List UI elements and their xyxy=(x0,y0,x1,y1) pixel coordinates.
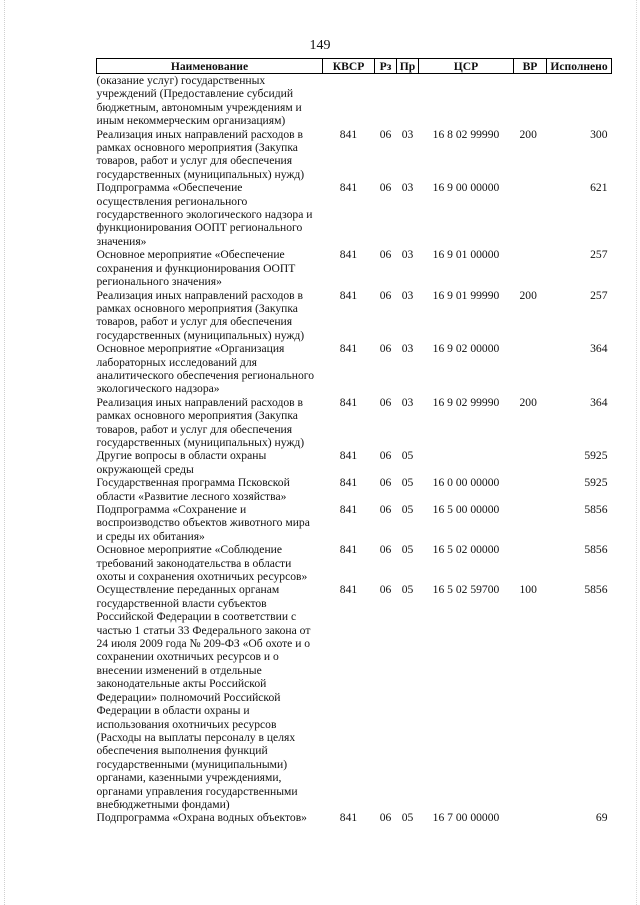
row-done: 5856 xyxy=(584,543,608,557)
scan-edge xyxy=(636,0,637,905)
row-vr xyxy=(514,181,547,248)
row-kvsr: 841 xyxy=(339,248,358,262)
row-kvsr: 841 xyxy=(339,811,358,825)
row-rz: 06 xyxy=(379,583,392,597)
row-name: Подпрограмма «Обеспечение осуществления регионального государственного экологического надзора и функционирования ООПТ регионального значения» xyxy=(96,181,313,248)
row-csr xyxy=(419,449,514,476)
row-rz: 06 xyxy=(379,476,392,490)
row-vr: 200 xyxy=(519,395,537,409)
row-csr: 16 5 02 00000 xyxy=(432,543,500,557)
row-rz: 06 xyxy=(379,503,392,516)
header-rz: Рз xyxy=(375,59,397,74)
row-csr: 16 9 01 00000 xyxy=(432,248,500,262)
row-pr xyxy=(397,74,419,128)
row-vr: 100 xyxy=(519,583,537,597)
table-row xyxy=(97,503,612,543)
row-done: 5925 xyxy=(584,449,608,463)
row-csr: 16 9 01 99990 xyxy=(432,288,500,302)
table-row xyxy=(97,811,612,824)
row-name: Основное мероприятие «Организация лабораторных исследований для аналитического обеспечения регионального экологического надзора» xyxy=(96,342,315,396)
row-rz: 06 xyxy=(379,127,392,141)
row-pr: 05 xyxy=(401,476,414,490)
table-row xyxy=(97,543,612,583)
row-rz: 06 xyxy=(379,342,392,356)
table-row xyxy=(97,583,612,811)
row-pr: 05 xyxy=(401,449,414,463)
row-rz: 06 xyxy=(379,395,392,409)
row-name: Другие вопросы в области охраны окружающей среды xyxy=(96,449,267,476)
row-rz: 06 xyxy=(379,288,392,302)
row-kvsr: 841 xyxy=(339,342,358,356)
row-done: 257 xyxy=(590,248,608,262)
row-kvsr: 841 xyxy=(339,395,358,409)
row-vr xyxy=(514,503,547,543)
row-kvsr: 841 xyxy=(339,476,358,490)
table-row xyxy=(97,342,612,396)
row-pr: 03 xyxy=(401,127,414,141)
row-csr: 16 5 02 59700 xyxy=(432,583,500,597)
table-row xyxy=(97,289,612,343)
table-row xyxy=(97,248,612,288)
table-row xyxy=(97,449,612,476)
row-pr: 03 xyxy=(401,342,414,356)
row-csr: 16 7 00 00000 xyxy=(432,811,500,825)
row-done: 5856 xyxy=(584,583,608,597)
row-rz: 06 xyxy=(379,181,392,195)
table-header-row xyxy=(97,59,612,74)
row-rz: 06 xyxy=(379,811,392,825)
row-pr: 03 xyxy=(401,395,414,409)
table-row xyxy=(97,74,612,128)
row-pr: 03 xyxy=(401,248,414,262)
row-csr: 16 9 02 99990 xyxy=(432,395,500,409)
row-name: Основное мероприятие «Обеспечение сохранения и функционирования ООПТ регионального значения» xyxy=(96,248,296,289)
row-name: Осуществление переданных органам государственной власти субъектов Российской Федерации в соответствии с частью 1 статьи 33 Федерального закона от 24 июля 2009 года № 209-ФЗ «Об охоте и о сохранении охотничьих ресурсов и о внесении изменений в отдельные законодательные акты Российской Федерации» полномочий Российской Федерации в области охраны и использования охотничьих ресурсов (Расходы на выплаты персоналу в целях обеспечения выполнения функций государственными (муниципальными) органами, казенными учреждениями, органами управления государственными внебюджетными фондами) xyxy=(96,583,311,811)
row-done: 364 xyxy=(590,395,608,409)
row-name: Реализация иных направлений расходов в рамках основного мероприятия (Закупка товаров, работ и услуг для обеспечения государственных (муниципальных) нужд) xyxy=(96,127,305,181)
row-name: Основное мероприятие «Соблюдение требований законодательства в области охоты и сохранения охотничьих ресурсов» xyxy=(96,543,308,584)
row-done: 300 xyxy=(590,127,608,141)
row-done: 5925 xyxy=(584,476,608,490)
header-csr: ЦСР xyxy=(419,59,514,74)
table-row xyxy=(97,128,612,182)
row-csr xyxy=(419,74,514,128)
row-done: 364 xyxy=(590,342,608,356)
row-kvsr: 841 xyxy=(339,449,358,463)
row-rz: 06 xyxy=(379,543,392,557)
row-done xyxy=(547,74,612,128)
row-name: Подпрограмма «Сохранение и воспроизводство объектов животного мира и среды их обитания» xyxy=(96,503,310,543)
row-pr: 05 xyxy=(401,543,414,557)
row-name: Подпрограмма «Охрана водных объектов» xyxy=(96,811,307,825)
header-pr: Пр xyxy=(397,59,419,74)
row-done: 69 xyxy=(595,811,608,825)
row-csr: 16 5 00 00000 xyxy=(432,503,500,516)
row-vr xyxy=(514,248,547,288)
row-pr: 03 xyxy=(401,181,414,195)
row-kvsr: 841 xyxy=(339,181,358,195)
row-kvsr: 841 xyxy=(339,503,358,516)
budget-table xyxy=(96,58,612,825)
header-done: Исполнено xyxy=(547,59,612,74)
row-vr xyxy=(514,449,547,476)
row-name: Государственная программа Псковской области «Развитие лесного хозяйства» xyxy=(96,476,290,503)
row-vr: 200 xyxy=(519,288,537,302)
row-pr: 05 xyxy=(401,583,414,597)
row-done: 5856 xyxy=(584,503,608,516)
row-kvsr xyxy=(323,74,375,128)
row-vr xyxy=(514,342,547,396)
row-csr: 16 8 02 99990 xyxy=(432,127,500,141)
row-pr: 05 xyxy=(401,503,414,516)
row-name: Реализация иных направлений расходов в рамках основного мероприятия (Закупка товаров, работ и услуг для обеспечения государственных (муниципальных) нужд) xyxy=(96,395,305,449)
row-name: (оказание услуг) государственных учреждений (Предоставление субсидий бюджетным, автономным учреждениям и иным некоммерческим организациям) xyxy=(96,74,302,128)
row-done: 621 xyxy=(590,181,608,195)
row-vr xyxy=(514,543,547,583)
row-rz: 06 xyxy=(379,449,392,463)
table-row xyxy=(97,396,612,450)
row-csr: 16 9 00 00000 xyxy=(432,181,500,195)
row-kvsr: 841 xyxy=(339,583,358,597)
header-vr: ВР xyxy=(514,59,547,74)
row-kvsr: 841 xyxy=(339,543,358,557)
row-vr xyxy=(514,476,547,503)
row-pr: 05 xyxy=(401,811,414,825)
row-vr xyxy=(514,811,547,824)
row-csr: 16 0 00 00000 xyxy=(432,476,500,490)
table-row xyxy=(97,181,612,248)
row-pr: 03 xyxy=(401,288,414,302)
row-rz xyxy=(375,74,397,128)
scan-edge xyxy=(4,0,5,905)
page-number: 149 xyxy=(309,38,331,53)
table-row xyxy=(97,476,612,503)
row-vr xyxy=(514,74,547,128)
header-name: Наименование xyxy=(97,59,323,74)
row-vr: 200 xyxy=(519,127,537,141)
row-kvsr: 841 xyxy=(339,127,358,141)
row-kvsr: 841 xyxy=(339,288,358,302)
row-csr: 16 9 02 00000 xyxy=(432,342,500,356)
row-name: Реализация иных направлений расходов в рамках основного мероприятия (Закупка товаров, работ и услуг для обеспечения государственных (муниципальных) нужд) xyxy=(96,288,305,342)
row-rz: 06 xyxy=(379,248,392,262)
header-kvsr: КВСР xyxy=(323,59,375,74)
row-done: 257 xyxy=(590,288,608,302)
